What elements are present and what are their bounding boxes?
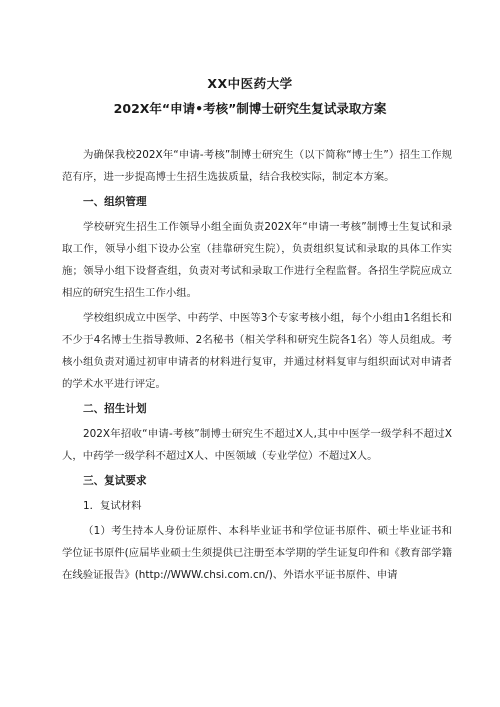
enrollment-plan-paragraph: 202X年招收“申请-考核”制博士研究生不超过X人,其中中医学一级学科不超过X人，中药学一级学科不超过X人、中医领域（专业学位）不超过X人。 — [62, 428, 452, 462]
retest-materials-paragraph: （1）考生持本人身份证原件、本科毕业证书和学位证书原件、硕士毕业证书和学位证书原件(应届毕业硕士生须提供已注册至本学期的学生证复印件和《教育部学籍在线验证报告》(http://WWW.chsi.com.cn/)、外语水平证书原件、申请 — [62, 525, 452, 581]
document-body — [62, 144, 452, 589]
plan-title: 202X年“申请•考核”制博士研究生复试录取方案 — [113, 101, 387, 116]
organization-paragraph-1: 学校研究生招生工作领导小组全面负责202X年“申请一考核”制博士生复试和录取工作，领导小组下设办公室（挂靠研究生院），负责组织复试和录取的具体工作实施；领导小组下设督查组，负责对考试和录取工作进行全程监督。各招生学院应成立相应的研究生招生工作小组。 — [62, 221, 452, 299]
retest-materials-subheading: 1．复试材料 — [83, 500, 142, 512]
section-heading-enrollment-plan: 二、招生计划 — [83, 403, 147, 415]
university-name: XX中医药大学 — [207, 76, 293, 91]
section-heading-retest-requirements: 三、复试要求 — [83, 475, 147, 487]
section-heading-organization: 一、组织管理 — [83, 196, 147, 208]
organization-paragraph-2: 学校组织成立中医学、中药学、中医等3个专家考核小组，每个小组由1名组长和不少于4名博士生指导教师、2名秘书（相关学科和研究生院各1名）等人员组成。考核小组负责对通过初审申请者的材料进行复审，并通过材料复审与组织面试对申请者的学术水平进行评定。 — [62, 312, 452, 390]
intro-paragraph: 为确保我校202X年“申请-考核”制博士研究生（以下简称“博士生”）招生工作规范有序，进一步提高博士生招生选拔质量，结合我校实际，制定本方案。 — [62, 149, 452, 183]
